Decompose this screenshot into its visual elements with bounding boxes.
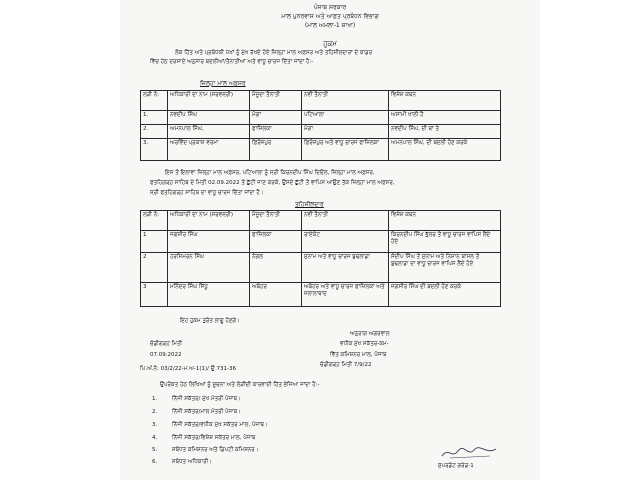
table-cell: ਫਾਜ਼ਿਲਕਾ	[250, 125, 302, 139]
list-item-number: 5.	[152, 447, 158, 453]
table-cell: ਨੰਗਲ	[250, 253, 302, 283]
table-cell: ਫਾਜ਼ਿਲਕਾ	[250, 231, 302, 253]
document-sheet	[120, 0, 540, 480]
header-branch: (ਮਾਲ ਅਮਲਾ-1 ਸ਼ਾਖਾ)	[304, 22, 356, 29]
intro-line-2: ਵਿੱਚ ਹੇਠ ਦਰਸਾਏ ਅਨੁਸਾਰ ਬਦਲੀਆਂ/ਤੈਨਾਤੀਆਂ ਅਤੇ ਵਾਧੂ ਚਾਰਜ ਦਿੱਤਾ ਜਾਂਦਾ ਹੈ:-	[150, 59, 314, 65]
table-cell: ਮੋਗਾ	[302, 125, 389, 139]
endorsement-date: ਚੰਡੀਗੜ੍ਹ ਮਿਤੀ 7/9/22	[320, 362, 372, 368]
list-item-number: 2.	[152, 409, 158, 415]
table-cell: ਜਗਸੀਰ ਸਿੰਘ	[168, 231, 250, 253]
table-cell: ਅਬੋਹਰ ਅਤੇ ਵਾਧੂ ਚਾਰਜ ਫਾਜ਼ਿਲਕਾ ਅਤੇ ਜਲਾਲਾਬਾਦ	[302, 283, 389, 307]
list-item: ਸਬੰਧਤ ਅਧਿਕਾਰੀ।	[172, 459, 212, 465]
table1-header-cell: ਮੌਜੂਦਾ ਤੈਨਾਤੀ	[250, 91, 302, 111]
endorsement-intro: ਉਪਰੋਕਤ ਹੇਠ ਲਿਖਿਆਂ ਨੂੰ ਸੂਚਨਾ ਅਤੇ ਲੋੜੀਂਦੀ ਕਾਰਵਾਈ ਹਿੱਤ ਭੇਜਿਆ ਜਾਂਦਾ ਹੈ:-	[160, 382, 320, 388]
place-label: ਚੰਡੀਗੜ੍ਹ ਮਿਤੀ	[150, 341, 183, 347]
table-row	[141, 283, 501, 307]
table-cell: 2.	[141, 125, 168, 139]
table-district-revenue-officers	[140, 90, 501, 161]
table2-header-cell: ਲੜੀ ਨੰ:	[141, 211, 168, 231]
signatory-designation-2: ਵਿੱਤ ਕਮਿਸ਼ਨਰ ਮਾਲ, ਪੰਜਾਬ	[330, 352, 387, 358]
immediate-effect-note: ਇਹ ਹੁਕਮ ਤੁਰੰਤ ਲਾਗੂ ਹੋਣਗੇ।	[180, 318, 240, 324]
table-cell: ਅਮਨਪਾਲ ਸਿੰਘ,	[168, 125, 250, 139]
table-cell: ਸੁਨਾਮ ਅਤੇ ਵਾਧੂ ਚਾਰਜ ਬੁਢਲਾਡਾ	[302, 253, 389, 283]
para2-line-2: ਫਤਹਿਗੜ੍ਹ ਸਾਹਿਬ ਦੇ ਮਿਤੀ 02.09.2022 ਤੋਂ ਛੁੱਟੀ ਜਾਣ ਕਰਕੇ, ਉਸਦੇ ਛੁੱਟੀ ਤੋਂ ਵਾਪਿਸ ਆਉਣ ਤੱਕ ਜ਼ਿਲ੍ਹਾ ਮਾਲ ਅਫ਼ਸਰ,	[150, 180, 395, 186]
table2-header-row	[141, 211, 501, 231]
list-item: ਨਿੱਜੀ ਸਕੱਤਰ/ਮਾਲ ਮੰਤਰੀ ਪੰਜਾਬ।	[172, 409, 241, 415]
table-cell: ਫ਼ਿਰੋਜ਼ਪੁਰ	[250, 139, 302, 161]
table-cell: ਅਬੋਹਰ	[250, 283, 302, 307]
table-cell: ਅਮਨਪਾਲ ਸਿੰਘ, ਦੀ ਬਦਲੀ ਹੋਣ ਕਰਕੇ	[389, 139, 501, 161]
table-cell: ਜਗਸੀਰ ਸਿੰਘ ਦੀ ਬਦਲੀ ਹੋਣ ਕਰਕੇ	[389, 283, 501, 307]
table-cell: ਅਸਾਮੀ ਖਾਲੀ ਹੈ	[389, 111, 501, 125]
table-cell: ਫ਼ਿਰੋਜ਼ਪੁਰ ਅਤੇ ਵਾਧੂ ਚਾਰਜ ਫਾਜ਼ਿਲਕਾ	[302, 139, 389, 161]
table1-header-cell: ਨਵੀਂ ਤੈਨਾਤੀ	[302, 91, 389, 111]
para2-line-3: ਸ੍ਰੀ ਫਤਹਿਗੜ੍ਹ ਸਾਹਿਬ ਦਾ ਵਾਧੂ ਚਾਰਜ ਦਿੱਤਾ ਜਾਂਦਾ ਹੈ।	[150, 190, 264, 196]
superintendent-designation: ਸੁਪਰਡੰਟ ਗਰੇਡ-1	[438, 463, 474, 469]
header-government: ਪੰਜਾਬ ਸਰਕਾਰ	[313, 4, 347, 11]
table-cell: ਮੋਗਾ	[250, 111, 302, 125]
list-item-number: 6.	[152, 459, 158, 465]
table-cell: ਕਿਰਨਦੀਪ ਸਿੰਘ ਭੁੱਲਰ ਤੋਂ ਵਾਧੂ ਚਾਰਜ ਵਾਪਿਸ ਲੈਂਦੇ ਹੋਏ	[389, 231, 501, 253]
table1-header-cell: ਵਿਸ਼ੇਸ਼ ਕਥਨ	[389, 91, 501, 111]
list-item: ਨਿੱਜੀ ਸਕੱਤਰ/ ਮੁੱਖ ਮੰਤਰੀ ਪੰਜਾਬ।	[172, 396, 241, 402]
signatory-designation-1: ਵਧੀਕ ਮੁੱਖ ਸਕੱਤਰ-ਕਮ-	[340, 341, 389, 347]
table-cell: 1.	[141, 111, 168, 125]
table2-header-cell: ਮੌਜੂਦਾ ਤੈਨਾਤੀ	[250, 211, 302, 231]
list-item: ਨਿੱਜੀ ਸਕੱਤਰ/ਵਿਸ਼ੇਸ਼ ਸਕੱਤਰ ਮਾਲ, ਪੰਜਾਬ	[172, 435, 256, 441]
table-row	[141, 111, 501, 125]
table-cell: ਨਵਦੀਪ ਸਿੰਘ	[168, 111, 250, 125]
table2-header-cell: ਨਵੀਂ ਤੈਨਾਤੀ	[302, 211, 389, 231]
table-cell: 2	[141, 253, 168, 283]
table2-title: ਤਹਿਸੀਲਦਾਰ	[295, 201, 324, 208]
table1-header-cell: ਅਧਿਕਾਰੀ ਦਾ ਨਾਮ (ਸਰਵਸ੍ਰੀ)	[168, 91, 250, 111]
list-item: ਸਬੰਧਤ ਕਮਿਸ਼ਨਰ ਅਤੇ ਡਿਪਟੀ ਕਮਿਸ਼ਨਰ।	[172, 447, 259, 453]
para2-line-1: ਇਸ ਤੋਂ ਇਲਾਵਾ ਜ਼ਿਲ੍ਹਾ ਮਾਲ ਅਫ਼ਸਰ, ਪਟਿਆਲਾ ਨੂੰ ਸ੍ਰੀ ਕਿਰਨਦੀਪ ਸਿੰਘ ਦਿਓਲ, ਜ਼ਿਲ੍ਹਾ ਮਾਲ ਅਫ਼ਸਰ,	[165, 170, 375, 176]
table-cell: ਪਟਿਆਲਾ	[302, 111, 389, 125]
table-cell: ਹਰਸਿਮਰਨ ਸਿੰਘ	[168, 253, 250, 283]
order-date: 07.09.2022	[150, 352, 182, 358]
list-item-number: 3.	[152, 422, 158, 428]
table-row	[141, 253, 501, 283]
intro-line-1: ਲੋਕ ਹਿੱਤ ਅਤੇ ਪ੍ਰਬੰਧਕੀ ਪੱਖਾਂ ਨੂੰ ਮੁੱਖ ਰੱਖਦੇ ਹੋਏ ਜ਼ਿਲ੍ਹਾ ਮਾਲ ਅਫ਼ਸਰ ਅਤੇ ਤਹਿਸੀਲਦਾਰਾਂ ਦੇ ਕਾਡਰ	[175, 50, 373, 56]
table-row	[141, 125, 501, 139]
endorsement-number: ਪਿ.ਅੰ.ਨੰ: 03/2/22-ਮ.ਅ-1(1)/ ਉ 731-36	[140, 366, 236, 372]
table-row	[141, 139, 501, 161]
table-cell: 3.	[141, 139, 168, 161]
table1-title: ਜ਼ਿਲ੍ਹਾ ਮਾਲ ਅਫ਼ਸਰ	[200, 80, 246, 87]
table-cell: ਰਾਏਕੋਟ	[302, 231, 389, 253]
table1-header-cell: ਲੜੀ ਨੰ:	[141, 91, 168, 111]
list-item: ਨਿੱਜੀ ਸਕੱਤਰ/ਵਧੀਕ ਮੁੱਖ ਸਕੱਤਰ ਮਾਲ, ਪੰਜਾਬ।	[172, 422, 268, 428]
table-tehsildars	[140, 210, 501, 307]
list-item-number: 1.	[152, 396, 158, 402]
table-cell: ਸੰਦੀਪ ਸਿੰਘ ਤੋਂ ਸੁਨਾਮ ਅਤੇ ਨਿਸ਼ਾਨ ਬਾਂਸਲ ਤੋਂ ਬੁਢਲਾਡਾ ਦਾ ਵਾਧੂ ਚਾਰਜ ਵਾਪਿਸ ਲੈਂਦੇ ਹੋਏ	[389, 253, 501, 283]
table-cell: ਅਰਵਿੰਦ ਪ੍ਰਕਾਸ਼ ਵਰਮਾ	[168, 139, 250, 161]
table-cell: ਨਵਦੀਪ ਸਿੰਘ, ਦੀ ਥਾਂ ਤੇ	[389, 125, 501, 139]
table-cell: 3	[141, 283, 168, 307]
table-cell: 1	[141, 231, 168, 253]
table2-header-cell: ਅਧਿਕਾਰੀ ਦਾ ਨਾਮ (ਸਰਵਸ੍ਰੀ)	[168, 211, 250, 231]
order-title: ਹੁਕਮ	[323, 40, 337, 48]
table-row	[141, 231, 501, 253]
table-cell: ਮਨਿੰਦਰ ਸਿੰਘ ਸਿੱਧੂ	[168, 283, 250, 307]
signatory-name: ਅਨੁਰਾਗ ਅਗਰਵਾਲ	[350, 331, 390, 337]
list-item-number: 4.	[152, 435, 158, 441]
table1-header-row	[141, 91, 501, 111]
table2-header-cell: ਵਿਸ਼ੇਸ਼ ਕਥਨ	[389, 211, 501, 231]
header-department: ਮਾਲ ਪੁਨਰਵਾਸ ਅਤੇ ਆਫ਼ਤ ਪ੍ਰਬੰਧਨ ਵਿਭਾਗ	[281, 13, 379, 20]
handwritten-signature	[440, 445, 500, 461]
